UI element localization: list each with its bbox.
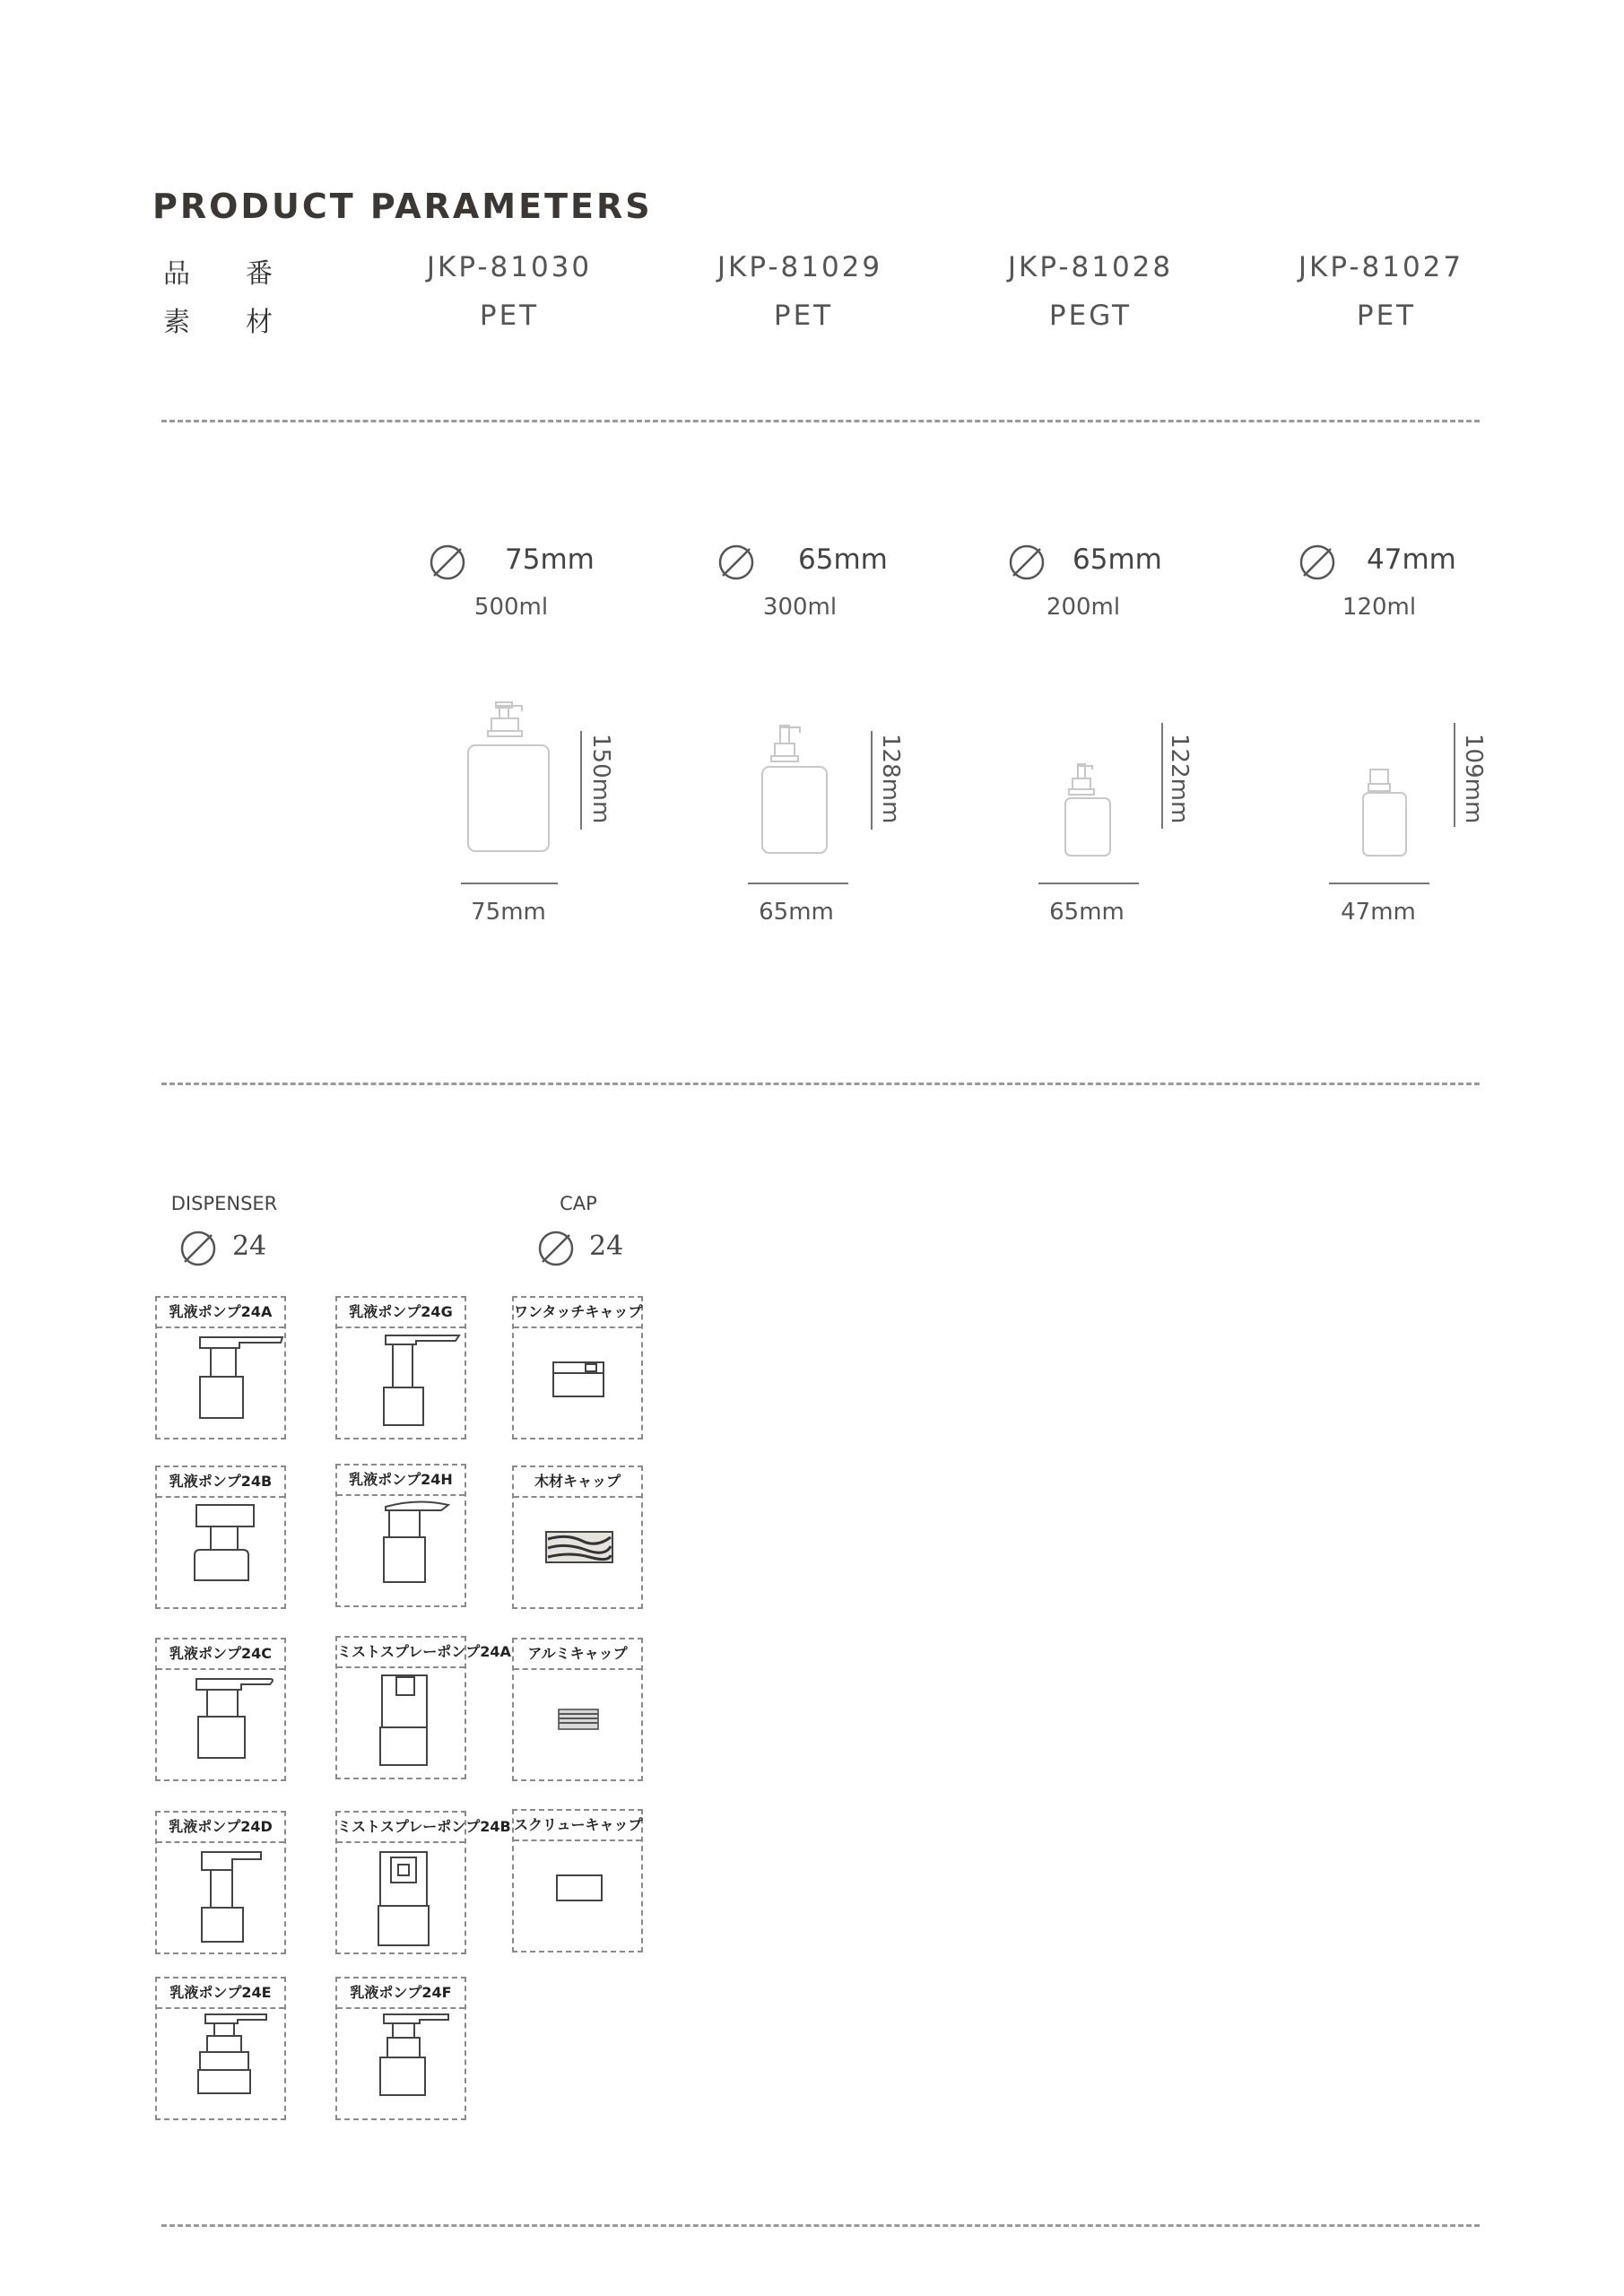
product-volume: 120ml (1342, 594, 1417, 621)
bottle-illustration (741, 713, 884, 901)
product-width: 65mm (759, 899, 834, 926)
item-label: ミストスプレーポンプ24B (337, 1813, 465, 1843)
product-width: 75mm (471, 899, 546, 926)
spray-pump-icon (337, 1843, 468, 1954)
code-label-1: 品 (163, 258, 192, 290)
divider (161, 2224, 1480, 2227)
product-diameter: 47mm (1367, 544, 1456, 576)
product-material: PET (1356, 300, 1417, 332)
bottle-illustration (448, 695, 592, 901)
product-diameter: 65mm (1073, 544, 1162, 576)
dispenser-item (335, 1811, 511, 1954)
divider (161, 420, 1480, 422)
pump-icon (337, 2009, 468, 2120)
item-label: ワンタッチキャップ (514, 1298, 641, 1328)
item-label: 木材キャップ (514, 1467, 641, 1498)
divider (161, 1083, 1480, 1085)
cap-item (512, 1809, 643, 1952)
item-label: 乳液ポンプ24C (157, 1639, 284, 1670)
product-volume: 200ml (1046, 594, 1121, 621)
product-width: 65mm (1049, 899, 1125, 926)
dispenser-item (155, 1977, 286, 2120)
product-width: 47mm (1341, 899, 1416, 926)
pump-icon (337, 1496, 468, 1607)
aluminum-cap-icon (514, 1670, 645, 1781)
spray-pump-icon (337, 1668, 468, 1779)
material-label-1: 素 (163, 307, 192, 338)
dispenser-item (335, 1464, 466, 1607)
cap-item (512, 1465, 643, 1609)
dispenser-item (335, 1296, 466, 1439)
diameter-icon (1298, 544, 1336, 581)
product-material: PET (479, 300, 540, 332)
diameter-icon (537, 1230, 575, 1267)
item-label: アルミキャップ (514, 1639, 641, 1670)
item-label: スクリューキャップ (514, 1811, 641, 1841)
item-label: 乳液ポンプ24G (337, 1298, 465, 1328)
pump-icon (157, 1328, 288, 1439)
dispenser-item (155, 1811, 286, 1954)
cap-item (512, 1638, 643, 1781)
dispenser-size: 24 (232, 1231, 267, 1262)
dispenser-item (155, 1465, 286, 1609)
product-diameter: 75mm (505, 544, 595, 576)
dispenser-item (335, 1977, 466, 2120)
screw-cap-icon (514, 1841, 645, 1952)
diameter-icon (179, 1230, 217, 1267)
item-label: 乳液ポンプ24H (337, 1465, 465, 1496)
cap-item (512, 1296, 643, 1439)
dispenser-item (155, 1296, 286, 1439)
product-material: PEGT (1048, 300, 1133, 332)
dispenser-label: DISPENSER (170, 1193, 278, 1214)
bottle-illustration (1031, 718, 1175, 901)
pump-icon (157, 2009, 288, 2120)
flip-cap-icon (514, 1328, 645, 1439)
pump-icon (157, 1498, 288, 1609)
cap-size: 24 (589, 1231, 624, 1262)
item-label: 乳液ポンプ24D (157, 1813, 284, 1843)
pump-icon (157, 1843, 288, 1954)
item-label: 乳液ポンプ24B (157, 1467, 284, 1498)
dispenser-item (155, 1638, 286, 1781)
diameter-icon (429, 544, 466, 581)
item-label: 乳液ポンプ24E (157, 1979, 284, 2009)
item-label: ミストスプレーポンプ24A (337, 1638, 465, 1668)
diameter-icon (717, 544, 755, 581)
cap-label: CAP (560, 1193, 597, 1214)
pump-icon (337, 1328, 468, 1439)
product-volume: 500ml (473, 594, 549, 621)
product-diameter: 65mm (798, 544, 888, 576)
product-volume: 300ml (762, 594, 838, 621)
product-height: 128mm (877, 734, 904, 824)
product-code: JKP-81027 (1298, 251, 1464, 283)
code-label-2: 番 (246, 258, 274, 290)
material-label-2: 材 (246, 307, 274, 338)
dispenser-item (335, 1636, 511, 1779)
product-height: 109mm (1460, 734, 1487, 824)
pump-icon (157, 1670, 288, 1781)
item-label: 乳液ポンプ24F (337, 1979, 465, 2009)
product-code: JKP-81030 (426, 251, 593, 283)
product-height: 150mm (587, 734, 614, 824)
item-label: 乳液ポンプ24A (157, 1298, 284, 1328)
page-title: PRODUCT PARAMETERS (152, 187, 653, 226)
diameter-icon (1008, 544, 1046, 581)
product-height: 122mm (1166, 734, 1193, 824)
product-material: PET (773, 300, 834, 332)
product-code: JKP-81029 (716, 251, 883, 283)
product-code: JKP-81028 (1007, 251, 1174, 283)
bottle-illustration (1324, 718, 1467, 901)
wood-cap-icon (514, 1498, 645, 1609)
